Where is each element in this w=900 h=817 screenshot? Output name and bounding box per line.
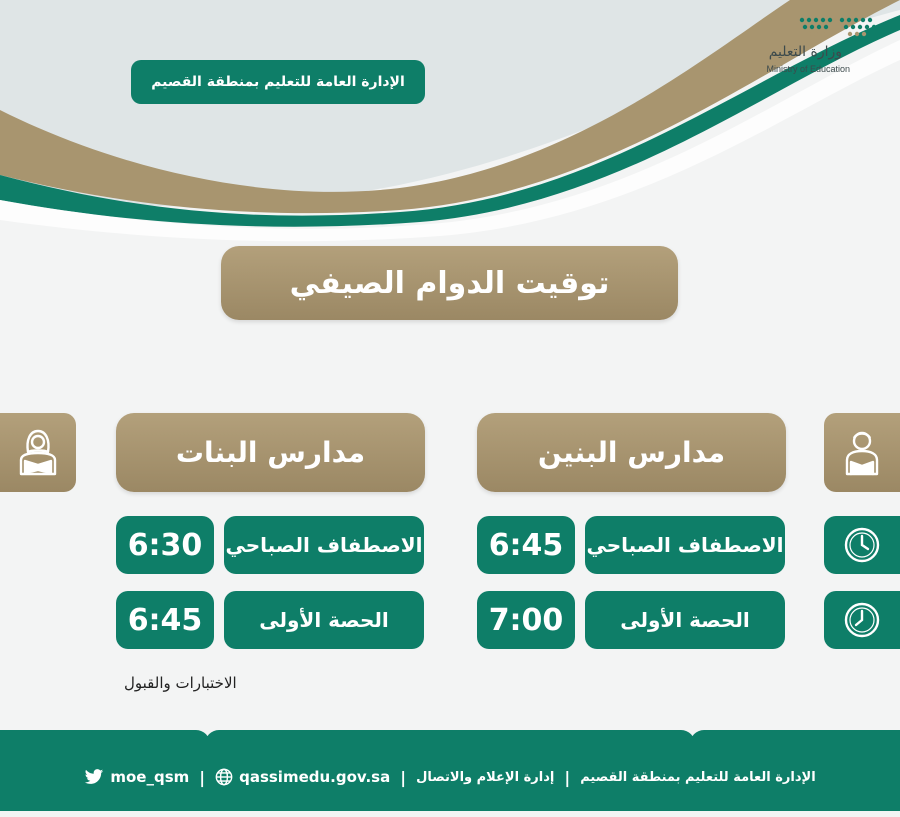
page-title: توقيت الدوام الصيفي bbox=[221, 246, 678, 320]
clock-icon bbox=[842, 600, 882, 640]
footer-department: إدارة الإعلام والاتصال bbox=[416, 769, 555, 785]
twitter-bird-icon bbox=[84, 769, 104, 786]
logo-english-text: Ministry of Education bbox=[766, 64, 850, 74]
region-badge: الإدارة العامة للتعليم بمنطقة القصيم bbox=[131, 60, 425, 104]
girls-assembly-time: 6:30 bbox=[116, 516, 214, 574]
footer-website[interactable] bbox=[215, 768, 390, 786]
ministry-logo bbox=[766, 14, 886, 80]
footer-organization: الإدارة العامة للتعليم بمنطقة القصيم bbox=[580, 769, 816, 785]
footer-separator: | bbox=[564, 767, 571, 787]
girls-assembly-label: الاصطفاف الصباحي bbox=[224, 516, 424, 574]
girls-first-period-time: 6:45 bbox=[116, 591, 214, 649]
clock-box-assembly bbox=[824, 516, 900, 574]
boys-first-period-label: الحصة الأولى bbox=[585, 591, 785, 649]
footer-contacts bbox=[0, 762, 900, 792]
boys-assembly-time: 6:45 bbox=[477, 516, 575, 574]
clock-box-first-period bbox=[824, 591, 900, 649]
twitter-handle: moe_qsm bbox=[110, 768, 190, 786]
clock-icon bbox=[842, 525, 882, 565]
ministry-dots-logo-icon bbox=[798, 16, 878, 40]
globe-icon bbox=[215, 768, 233, 786]
footer-separator: | bbox=[400, 767, 407, 787]
website-url: qassimedu.gov.sa bbox=[239, 768, 391, 786]
girl-icon-box bbox=[0, 413, 76, 492]
girl-reading-icon bbox=[15, 428, 61, 478]
footer-twitter[interactable] bbox=[84, 768, 189, 786]
boys-first-period-time: 7:00 bbox=[477, 591, 575, 649]
girls-first-period-label: الحصة الأولى bbox=[224, 591, 424, 649]
boy-reading-icon bbox=[839, 428, 885, 478]
girls-schools-heading: مدارس البنات bbox=[116, 413, 425, 492]
footer-separator: | bbox=[199, 767, 206, 787]
boy-icon-box bbox=[824, 413, 900, 492]
boys-schools-heading: مدارس البنين bbox=[477, 413, 786, 492]
logo-arabic-text: وزارة التعليم bbox=[768, 44, 842, 60]
boys-assembly-label: الاصطفاف الصباحي bbox=[585, 516, 785, 574]
exams-admission-note: الاختبارات والقبول bbox=[124, 674, 237, 692]
